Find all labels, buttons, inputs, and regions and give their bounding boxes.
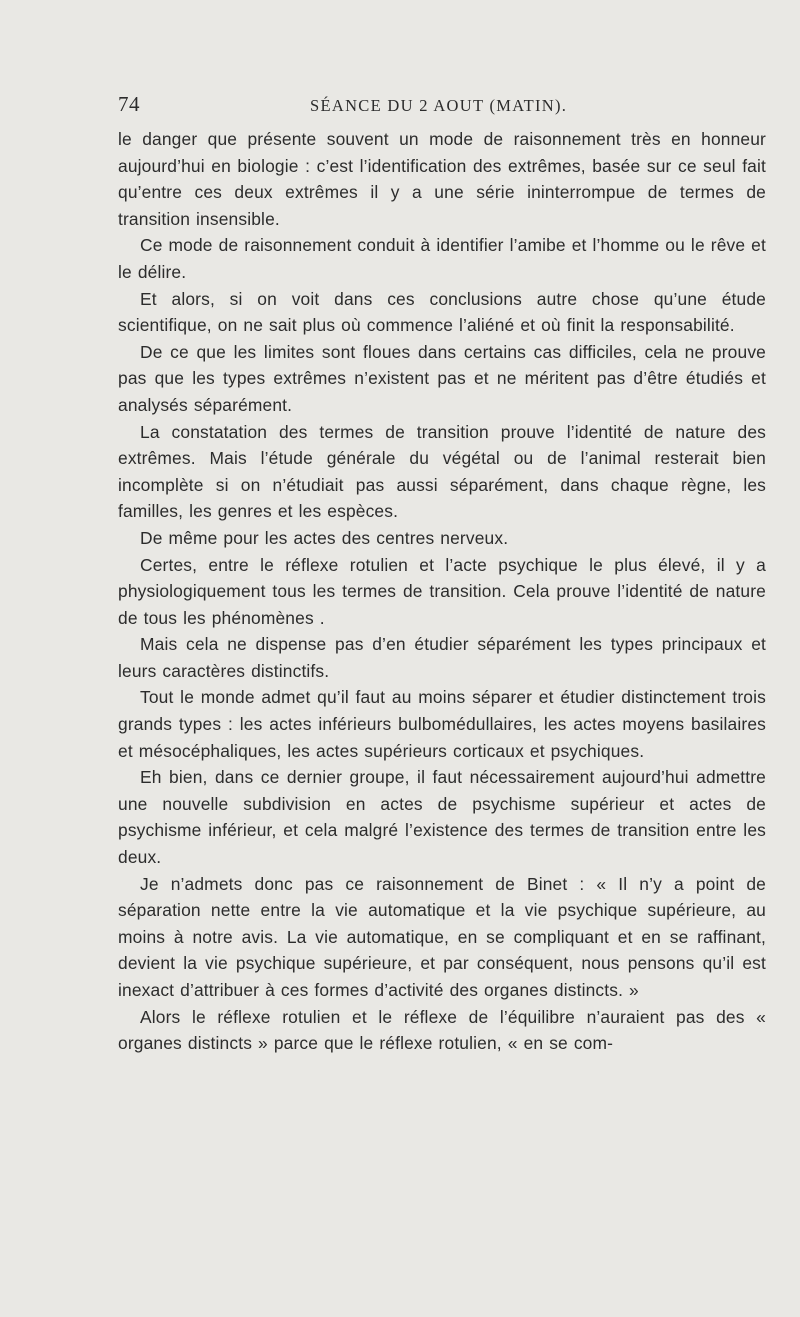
paragraph: Mais cela ne dispense pas d’en étudier séparément les types principaux et leurs caractères distinctifs. bbox=[118, 634, 766, 681]
paragraph: Eh bien, dans ce dernier groupe, il faut nécessairement aujourd’hui admettre une nouvelle subdivision en actes de psychisme supérieur et actes de psychisme inférieur, et cela malgré l’existence des termes de transition entre les deux. bbox=[118, 767, 766, 868]
running-title: SÉANCE DU 2 AOUT (MATIN). bbox=[310, 96, 568, 115]
paragraph: De ce que les limites sont floues dans certains cas difficiles, cela ne prouve pas que les types extrêmes n’existent pas et ne méritent pas d’être étudiés et analysés séparément. bbox=[118, 341, 766, 415]
paragraph: Alors le réflexe rotulien et le réflexe de l’équilibre n’auraient pas des « organes distincts » parce que le réflexe rotulien, « en se com- bbox=[118, 1006, 766, 1054]
running-head bbox=[118, 92, 766, 122]
paragraph: Tout le monde admet qu’il faut au moins séparer et étudier distinctement trois grands types : les actes inférieurs bulbomédullaires, les actes moyens basilaires et mésocéphaliques, les actes supérieurs corticaux et psychiques. bbox=[118, 687, 766, 761]
page-number: 74 bbox=[118, 92, 140, 116]
paragraph: De même pour les actes des centres nerveux. bbox=[140, 527, 509, 548]
body-text bbox=[118, 126, 766, 1057]
paragraph: Et alors, si on voit dans ces conclusions autre chose qu’une étude scientifique, on ne sait plus où commence l’aliéné et où finit la responsabilité. bbox=[118, 288, 766, 336]
paragraph: La constatation des termes de transition prouve l’identité de nature des extrêmes. Mais l’étude générale du végétal ou de l’animal resterait bien incomplète si on n’étudiait pas aussi séparément, dans chaque règne, les familles, les genres et les espèces. bbox=[118, 421, 766, 522]
paragraph: Je n’admets donc pas ce raisonnement de Binet : « Il n’y a point de séparation nette entre la vie automatique et la vie psychique supérieure, au moins à notre avis. La vie automatique, en se compliquant et en se raffinant, devient la vie psychique supérieure, et par conséquent, nous pensons qu’il est inexact d’attribuer à ces formes d’activité des organes distincts. » bbox=[118, 873, 766, 1000]
paragraph: Certes, entre le réflexe rotulien et l’acte psychique le plus élevé, il y a physiologiquement tous les termes de transition. Cela prouve l’identité de nature de tous les phénomènes . bbox=[118, 554, 766, 628]
paragraph: Ce mode de raisonnement conduit à identifier l’amibe et l’homme ou le rêve et le délire. bbox=[118, 235, 766, 282]
paragraph: le danger que présente souvent un mode de raisonnement très en honneur aujourd’hui en biologie : c’est l’identification des extrêmes, basée sur ce seul fait qu’entre ces deux extrêmes il y a une série ininterrompue de termes de transition insensible. bbox=[118, 129, 766, 229]
